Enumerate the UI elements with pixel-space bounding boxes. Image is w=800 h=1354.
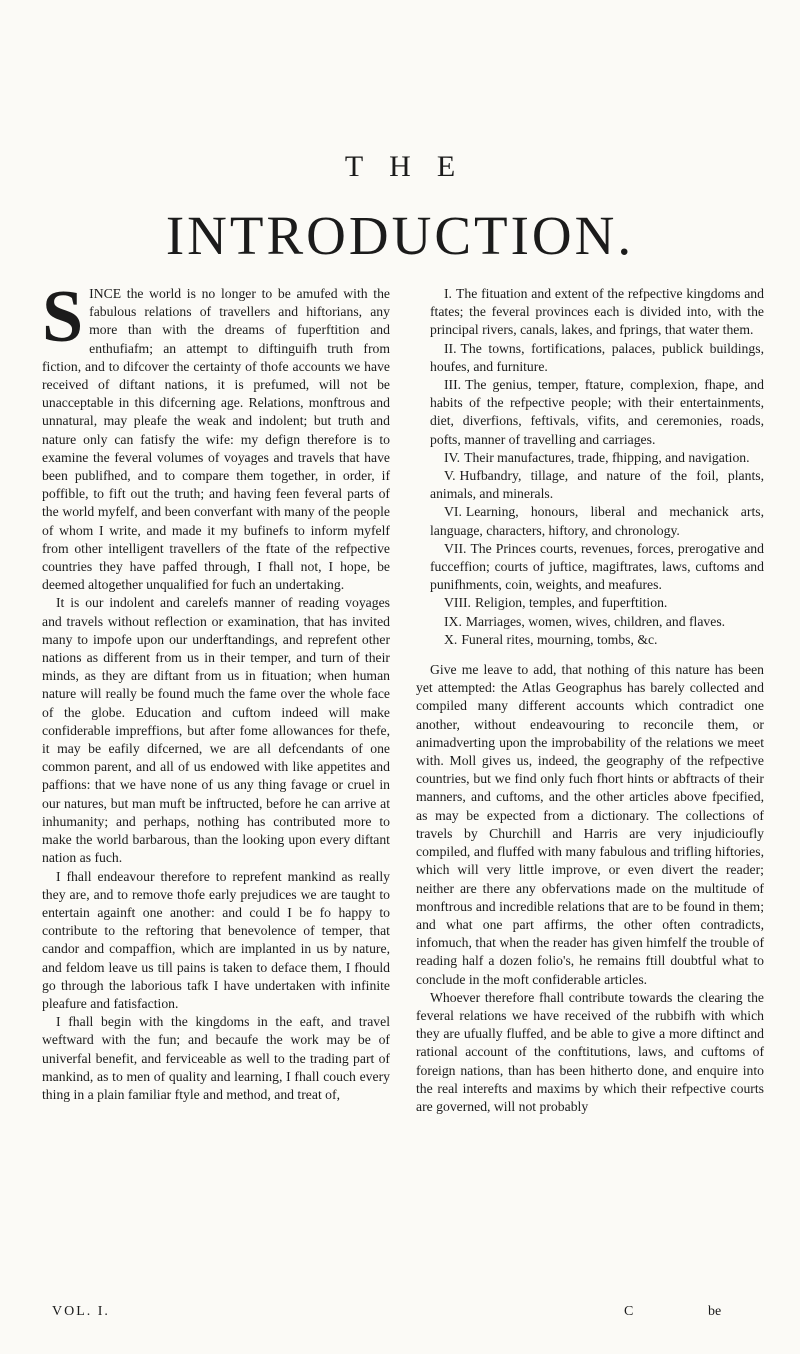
list-item	[416, 376, 764, 449]
list-item-text: The Princes courts, revenues, forces, prerogative and fucceffion; courts of juftice, magiftrates, laws, cuftoms and punifhments, coin, weights, and meafures.	[430, 540, 764, 593]
paragraph-1	[42, 276, 390, 594]
list-item	[416, 467, 764, 503]
list-item-number: VII.	[444, 540, 467, 556]
list-item-text: Religion, temples, and fuperftition.	[474, 595, 668, 611]
list-item	[416, 594, 764, 612]
drop-cap: S	[42, 276, 84, 358]
paragraph-2: It is our indolent and carelefs manner of reading voyages and travels without reflection or examination, that has invited many to impofe upon our underftandings, and reprefent other nations as different from us in their temper, and turn of their minds, as they are diftant from us in fituation; when human nature will really be found much the fame over the whole face of the globe. Education and cuftom indeed will make confiderable impreffions, but after fome allowances for thefe, it may be eafily difcerned, we are all defcendants of one common parent, and all of us endowed with like appetites and paffions: that we have none of us any thing favage or cruel in our natures, but man muft be inftructed, before he can arrive at inhumanity; and perhaps, nothing has contributed more to make the world barbarous, than the looking upon every diftant nation as fuch.	[42, 595, 390, 866]
paragraph-1-text: INCE the world is no longer to be amufed with the fabulous relations of travellers and hiftorians, any more than with the dreams of fuperftition and enthufiafm; an attempt to diftinguifh truth from fiction, and to difcover the certainty of thofe accounts we have received of diftant nations, it is prefumed, will not be unacceptable in this difcerning age. Relations, monftrous and unnatural, may pleafe the weak and indolent; but truth and nature only can fatisfy the wife: my defign therefore is to examine the feveral volumes of voyages and travels that have been publifhed, and to compare them together, in order, if poffible, to fift out the truth; and having feen feveral parts of the world myfelf, and been converfant with many of the people of whom I write, and made it my bufinefs to inform myfelf from other intelligent travellers of the ftate of the refpective countries they have paffed through, I fhall not, I hope, be deemed altogether unqualified for fuch an undertaking.	[42, 286, 390, 593]
header-the: THE	[344, 150, 482, 183]
list-item-text: The genius, temper, ftature, complexion, fhape, and habits of the refpective people; with their entertainments, diet, diverfions, feftivals, vifits, and ceremonies, roads, pofts, manner of travelling and carriages.	[430, 377, 764, 447]
list-item-text: The fituation and extent of the refpective kingdoms and ftates; the feveral provinces each is divided into, with the principal rivers, canals, lakes, and fprings, that water them.	[430, 286, 764, 338]
list-item	[416, 631, 764, 649]
list-item	[416, 340, 764, 376]
page-title: INTRODUCTION.	[165, 205, 635, 266]
left-column	[42, 276, 390, 1104]
volume-signature: VOL. I.	[52, 1304, 110, 1319]
list-item-number: III.	[444, 377, 462, 393]
list-item	[416, 285, 764, 340]
list-item	[416, 449, 764, 467]
catchword: be	[708, 1304, 722, 1319]
list-item-number: X.	[444, 631, 458, 647]
list-item-number: IX.	[444, 613, 462, 629]
topic-list	[416, 285, 764, 649]
list-item-text: Marriages, women, wives, children, and flaves.	[465, 613, 726, 629]
list-item-number: VIII.	[444, 595, 471, 611]
list-item	[416, 613, 764, 631]
list-item-text: Learning, honours, liberal and mechanick arts, language, characters, hiftory, and chronology.	[430, 504, 764, 538]
paragraph-4: I fhall begin with the kingdoms in the eaft, and travel weftward with the fun; and becaufe the work may be of univerfal benefit, and ferviceable as well to the trading part of mankind, as to men of quality and learning, I fhall couch every thing in a plain familiar ftyle and method, and treat of,	[42, 1014, 390, 1102]
paragraph-5: Give me leave to add, that nothing of this nature has been yet attempted: the Atlas Geographus has barely collected and compiled many different accounts which contradict one another, without endeavouring to reconcile them, or animadverting upon the improbability of the relations we meet with. Moll gives us, indeed, the geography of the refpective countries, but we find only fuch fhort hints or abftracts of their manners, and cuftoms, and the other articles above fpecified, as may be expected from a dictionary. The collections of travels by Churchill and Harris are very injudicioufly compiled, and fluffed with many fabulous and trifling hiftories, which will very little improve, or even divert the reader; neither are there any obfervations made on the multitude of monftrous and incredible relations that are to be found in them; and what one part affirms, the other often contradicts, infomuch, that when the reader has given himfelf the trouble of reading half a dozen folio's, he remains ftill doubtful what to conclude in the moft confiderable articles.	[416, 662, 764, 987]
list-item	[416, 503, 764, 539]
signature-mark: C	[624, 1304, 634, 1319]
list-item-number: V.	[444, 468, 456, 484]
paragraph-3: I fhall endeavour therefore to reprefent mankind as really they are, and to remove thofe early prejudices we are taught to entertain againft one another: and could I be fo happy to contribute to the reftoring that benevolence of temper, that candor and compaffion, which are implanted in us by nature, and feldom leave us till pains is taken to deface them, I fhould go through the laborious tafk I have undertaken with infinite pleafure and fatisfaction.	[42, 868, 390, 1011]
list-item-number: VI.	[444, 504, 462, 520]
section-gap	[416, 649, 764, 661]
list-item-text: Their manufactures, trade, fhipping, and navigation.	[464, 449, 750, 465]
list-item-text: Hufbandry, tillage, and nature of the foil, plants, animals, and minerals.	[430, 468, 764, 502]
list-item-number: IV.	[444, 449, 461, 465]
list-item-number: I.	[444, 286, 452, 301]
right-column	[416, 285, 764, 1116]
list-item-text: The towns, fortifications, palaces, publick buildings, houfes, and furniture.	[430, 340, 764, 374]
list-item-text: Funeral rites, mourning, tombs, &c.	[461, 631, 658, 647]
list-item-number: II.	[444, 340, 457, 356]
list-item	[416, 540, 764, 595]
paragraph-6: Whoever therefore fhall contribute towards the clearing the feveral relations we have received of the rubbifh with which they are ufually fluffed, and be able to give a more diftinct and rational account of the conftitutions, laws, and cuftoms of foreign nations, than has been hitherto done, and enquire into the real interefts and maxims by which their refpective courts are governed, will not probably	[416, 989, 764, 1114]
